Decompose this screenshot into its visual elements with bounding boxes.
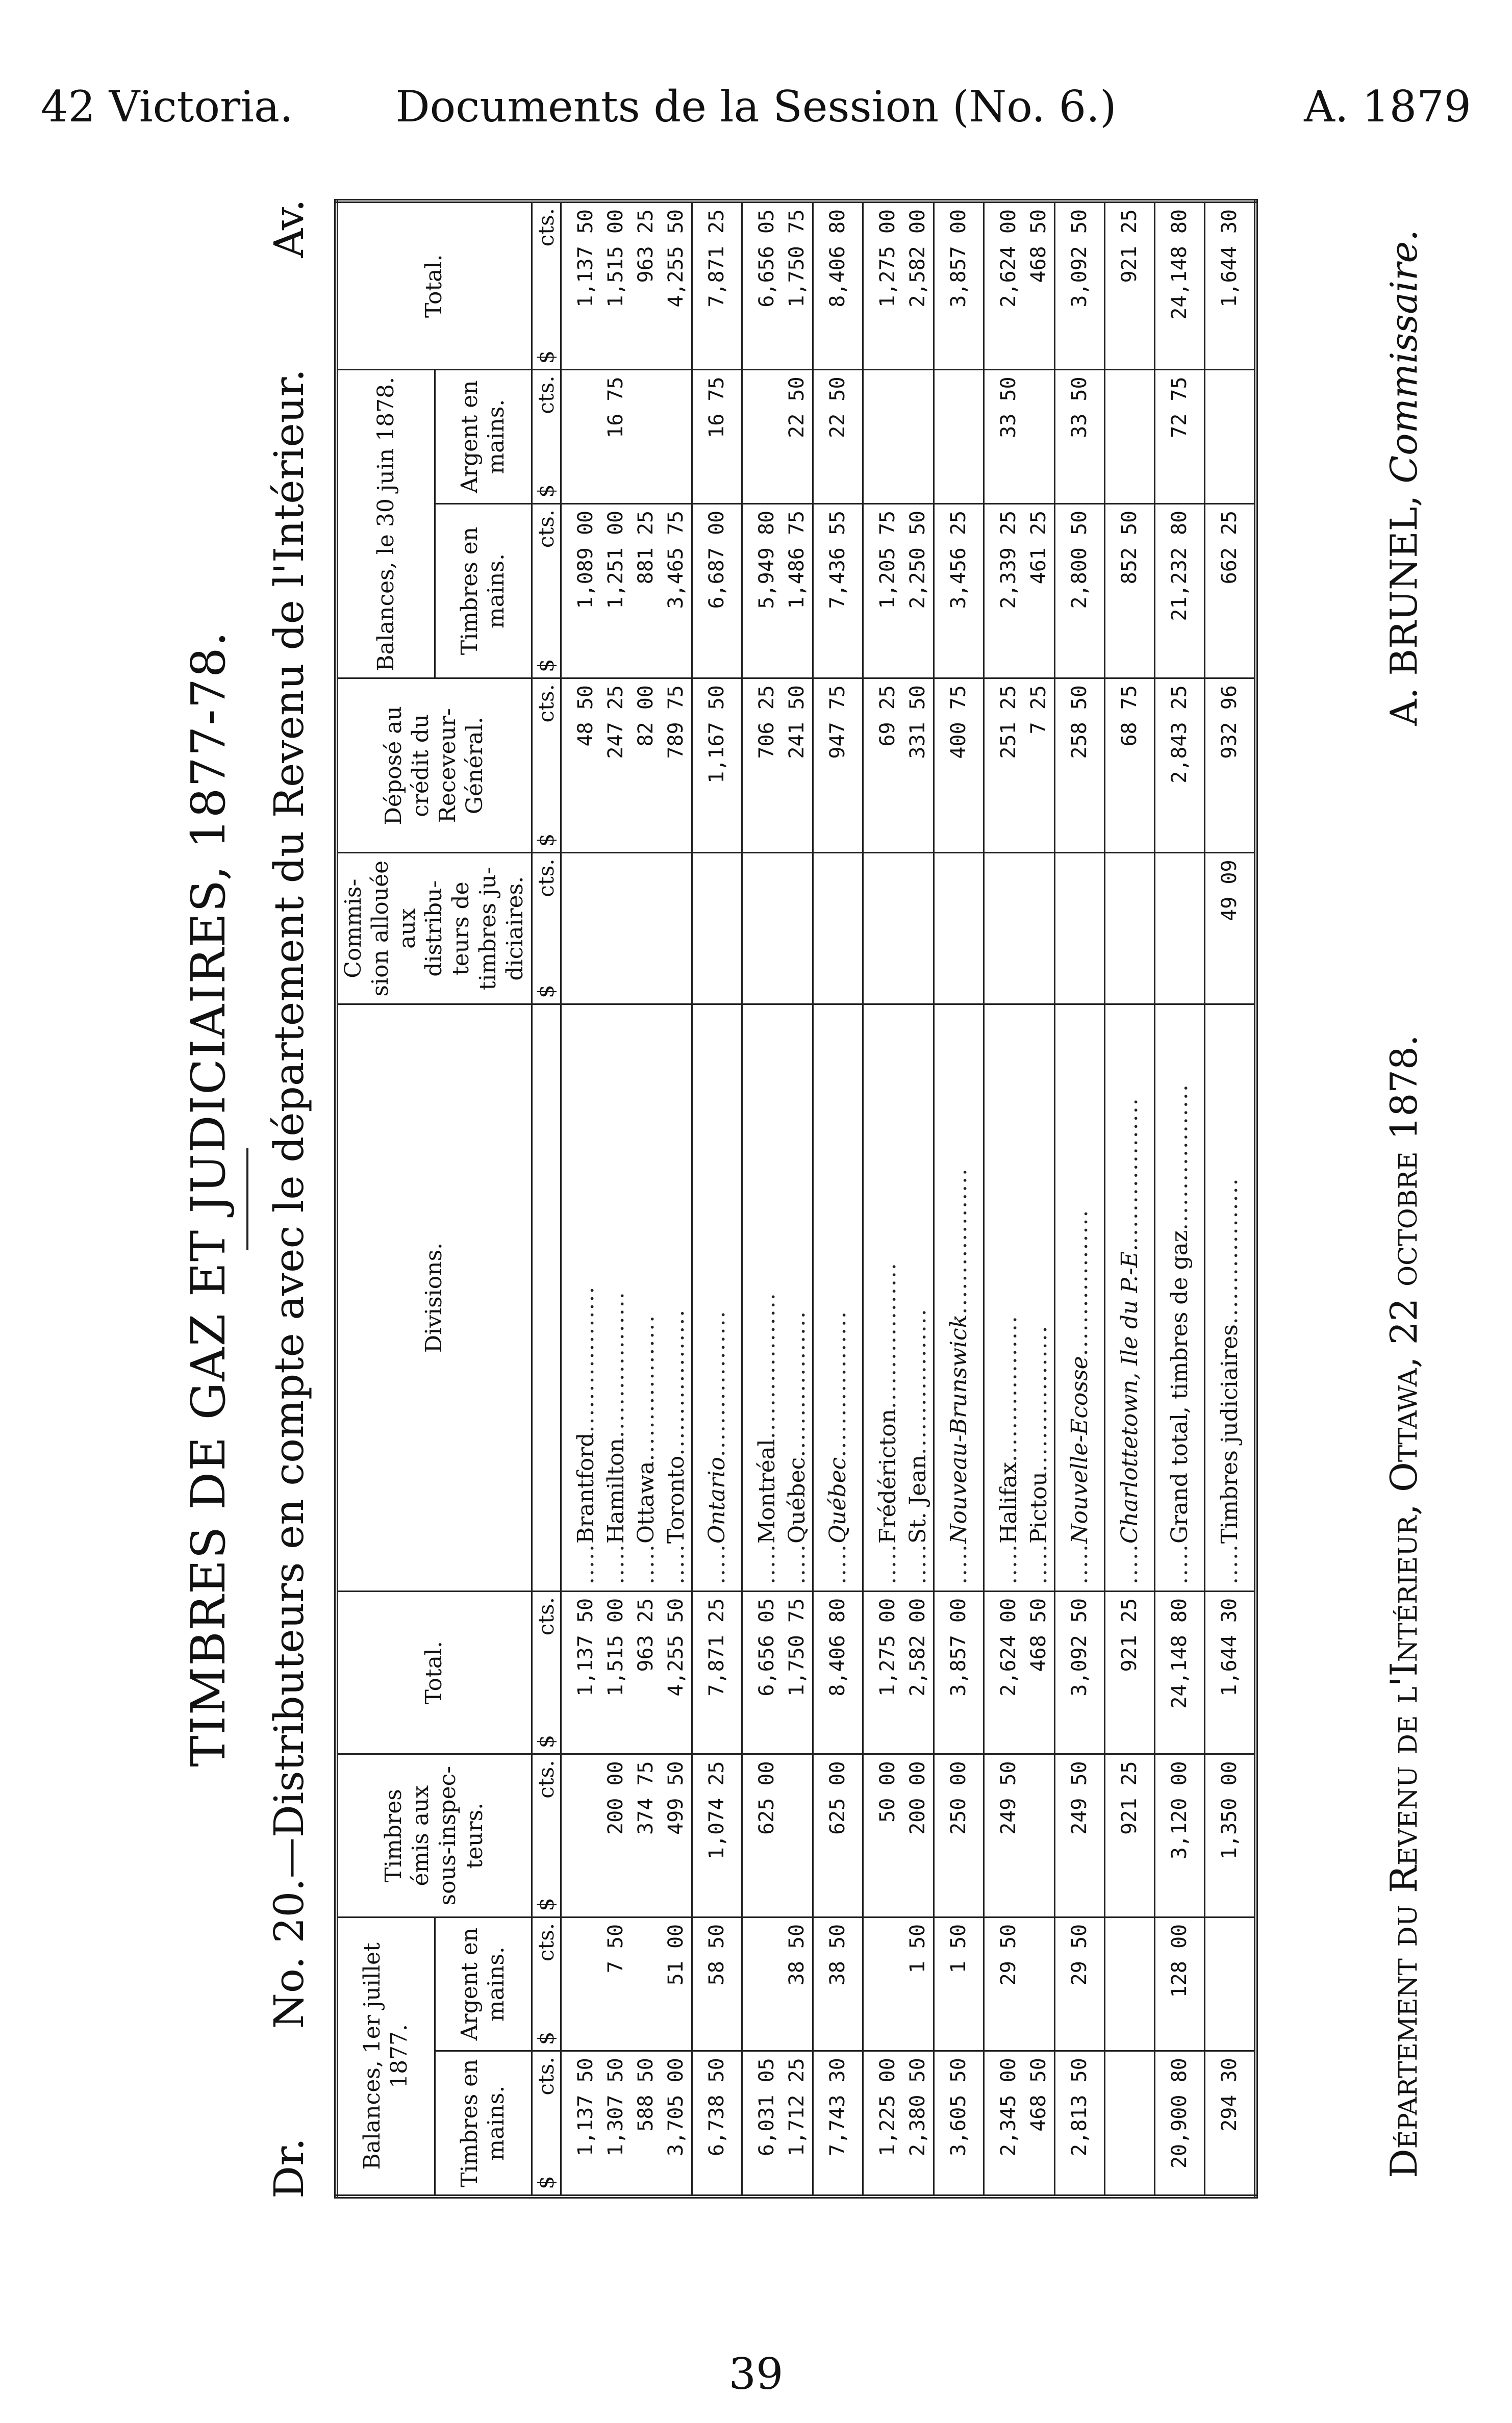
cell-tot2: 1,750 75 [782,201,813,370]
cell-division: .....Halifax.................. [984,1004,1024,1592]
table-row [813,201,863,2197]
col-divisions: Divisions. [336,1004,532,1592]
cell-am1: 1 50 [903,1917,934,2051]
cell-tm1: 3,705 00 [661,2051,692,2197]
unit-cents: cts. [533,208,559,247]
cell-dep: 1,167 50 [692,678,742,853]
cell-tot2: 6,656 05 [742,201,782,370]
cell-tm1: 20,900 80 [1154,2051,1204,2197]
cell-com [934,853,984,1004]
division-label: Hamilton [602,1438,629,1544]
unit-dollar: $ [533,350,559,364]
cell-am1: 128 00 [1154,1917,1204,2051]
cell-tm1: 1,712 25 [782,2051,813,2197]
col-balances-1877: Balances, 1er juillet 1877. [336,1917,435,2197]
footer-department: Département du Revenu de l'Intérieur, Ottawa, 22 octobre 1878. [1382,1034,1425,2178]
cell-te: 3,120 00 [1154,1754,1204,1917]
division-label: Ottawa [633,1461,659,1544]
cell-am2 [561,370,601,503]
cell-com [1154,853,1204,1004]
cell-division: .....Timbres judiciaires.................. [1204,1004,1256,1592]
cell-com [984,853,1024,1004]
cell-tot2: 1,137 50 [561,201,601,370]
cell-tot2: 2,624 00 [984,201,1024,370]
division-label: Brantford [572,1432,599,1544]
cell-division: .....Frédéricton.................. [863,1004,903,1592]
cell-am2 [903,370,934,503]
table-row [1024,201,1055,2197]
cell-te: 1,350 00 [1204,1754,1256,1917]
cell-tot2: 963 25 [631,201,661,370]
cell-tot1: 468 50 [1024,1591,1055,1754]
cell-com [1104,853,1154,1004]
cell-tm1: 468 50 [1024,2051,1055,2197]
header-right: A. 1879 [1304,82,1471,132]
cell-tm1: 1,137 50 [561,2051,601,2197]
division-label: Timbres judiciaires [1216,1324,1243,1544]
division-label: Frédéricton [874,1408,901,1544]
cell-te: 1,074 25 [692,1754,742,1917]
cell-com [692,853,742,1004]
cell-dep: 258 50 [1054,678,1104,853]
cell-am2 [1024,370,1055,503]
division-label: Toronto [663,1455,689,1544]
cell-te [561,1754,601,1917]
table-row [601,201,631,2197]
cell-am2: 22 50 [782,370,813,503]
table-row [1054,201,1104,2197]
cell-tm1: 2,380 50 [903,2051,934,2197]
cell-dep: 247 25 [601,678,631,853]
cell-com [1054,853,1104,1004]
cell-tot1: 1,275 00 [863,1591,903,1754]
cell-am2 [934,370,984,503]
table-row [1204,201,1256,2197]
cell-am2 [863,370,903,503]
table-row [782,201,813,2197]
cell-am2 [1204,370,1256,503]
cell-division: .....Grand total, timbres de gaz.................. [1154,1004,1204,1592]
cell-tm2: 3,465 75 [661,503,692,678]
unit-cents: cts. [533,2057,559,2096]
cell-com [661,853,692,1004]
cell-am1: 38 50 [813,1917,863,2051]
signatory-name: A. BRUNEL, [1382,495,1425,726]
cell-dep: 251 25 [984,678,1024,853]
cell-dep: 331 50 [903,678,934,853]
cell-tot1: 24,148 80 [1154,1591,1204,1754]
cell-tm2: 7,436 55 [813,503,863,678]
title-rule [246,1148,248,1250]
table-row [631,201,661,2197]
cell-tot2: 7,871 25 [692,201,742,370]
page-number: 39 [728,2349,784,2399]
division-label: Charlottetown, Ile du P.-E. [1116,1244,1143,1544]
signature-line [1372,199,1433,2199]
cell-tot1: 7,871 25 [692,1591,742,1754]
cell-tm2: 2,339 25 [984,503,1024,678]
cell-tm2: 5,949 80 [742,503,782,678]
unit-dollar: $ [533,1734,559,1749]
cell-tot1: 2,582 00 [903,1591,934,1754]
unit-dollar: $ [533,484,559,498]
cell-tm2: 461 25 [1024,503,1055,678]
cell-tot2: 3,092 50 [1054,201,1104,370]
cell-com [863,853,903,1004]
cell-tot2: 921 25 [1104,201,1154,370]
cell-te: 625 00 [813,1754,863,1917]
unit-dollar: $ [533,2031,559,2046]
debit-label: Dr. [265,2137,313,2199]
cell-am1 [742,1917,782,2051]
header-left: 42 Victoria. [41,82,293,132]
unit-dollar: $ [533,659,559,673]
cell-tm1: 2,813 50 [1054,2051,1104,2197]
cell-am1: 38 50 [782,1917,813,2051]
cell-am1 [1024,1917,1055,2051]
cell-am1: 58 50 [692,1917,742,2051]
cell-com [742,853,782,1004]
cell-te: 625 00 [742,1754,782,1917]
table-row [984,201,1024,2197]
cell-dep: 932 96 [1204,678,1256,853]
cell-tm2: 2,800 50 [1054,503,1104,678]
unit-dollar: $ [533,2176,559,2189]
cell-com [561,853,601,1004]
cell-te: 499 50 [661,1754,692,1917]
table-row [692,201,742,2197]
cell-am1: 29 50 [984,1917,1024,2051]
cell-tot2: 2,582 00 [903,201,934,370]
cell-dep: 241 50 [782,678,813,853]
cell-tm2: 3,456 25 [934,503,984,678]
division-label: Nouveau-Brunswick [945,1314,972,1544]
cell-tm2: 881 25 [631,503,661,678]
unit-cents: cts. [533,1760,559,1799]
cell-am1: 29 50 [1054,1917,1104,2051]
cell-com: 49 09 [1204,853,1256,1004]
cell-am2 [1104,370,1154,503]
unit-cents: cts. [533,509,559,548]
division-label: Pictou [1025,1472,1052,1544]
cell-tot1: 1,515 00 [601,1591,631,1754]
cell-division: .....Montréal.................. [742,1004,782,1592]
cell-tot1: 963 25 [631,1591,661,1754]
cell-am1: 1 50 [934,1917,984,2051]
unit-dollar: $ [533,1898,559,1911]
cell-division: .....Québec.................. [782,1004,813,1592]
cell-te: 200 00 [601,1754,631,1917]
cell-tm2: 662 25 [1204,503,1256,678]
cell-te: 249 50 [1054,1754,1104,1917]
table-row [561,201,601,2197]
unit-dollar: $ [533,833,559,847]
unit-cents: cts. [533,684,559,723]
cell-tot1: 1,644 30 [1204,1591,1256,1754]
cell-am2: 72 75 [1154,370,1204,503]
cell-tm1: 6,031 05 [742,2051,782,2197]
unit-cents: cts. [533,1597,559,1636]
cell-am2: 33 50 [1054,370,1104,503]
cell-tot1: 4,255 50 [661,1591,692,1754]
cell-tot2: 8,406 80 [813,201,863,370]
cell-dep: 68 75 [1104,678,1154,853]
cell-dep: 789 75 [661,678,692,853]
rotated-sheet [181,189,1456,2209]
cell-tot2: 1,515 00 [601,201,631,370]
cell-am2: 16 75 [601,370,631,503]
table-subtitle: No. 20.—Distributeurs en compte avec le département du Revenu de l'Intérieur. [265,368,313,2029]
cell-tot1: 3,092 50 [1054,1591,1104,1754]
cell-am2 [661,370,692,503]
cell-tm2: 21,232 80 [1154,503,1204,678]
header-center: Documents de la Session (No. 6.) [395,82,1117,132]
cell-te: 374 75 [631,1754,661,1917]
cell-am1 [631,1917,661,2051]
cell-am1: 7 50 [601,1917,631,2051]
cell-tm1: 6,738 50 [692,2051,742,2197]
cell-te: 200 00 [903,1754,934,1917]
cell-tm2: 1,205 75 [863,503,903,678]
unit-cents: cts. [533,859,559,897]
table-row [661,201,692,2197]
cell-com [631,853,661,1004]
cell-division: .....Ottawa.................. [631,1004,661,1592]
division-label: Halifax [995,1461,1022,1544]
cell-tm1: 3,605 50 [934,2051,984,2197]
cell-am1 [561,1917,601,2051]
cell-dep: 706 25 [742,678,782,853]
table-row [742,201,782,2197]
cell-tm1: 2,345 00 [984,2051,1024,2197]
cell-dep: 69 25 [863,678,903,853]
cell-dep: 82 00 [631,678,661,853]
cell-am1 [863,1917,903,2051]
signatory-title: Commissaire. [1382,230,1425,484]
cell-tot1: 8,406 80 [813,1591,863,1754]
col-timbres-emis: Timbres émis aux sous-inspec-teurs. [336,1754,532,1917]
cell-tot1: 1,750 75 [782,1591,813,1754]
cell-division: .....Ontario.................. [692,1004,742,1592]
cell-te: 250 00 [934,1754,984,1917]
unit-cents: cts. [533,1923,559,1962]
footer-signature [1382,230,1425,726]
cell-tm2: 1,486 75 [782,503,813,678]
col-total-left: Total. [336,1591,532,1754]
subtitle-row [258,189,324,2209]
cell-com [813,853,863,1004]
cell-dep: 7 25 [1024,678,1055,853]
cell-division: .....Pictou.................. [1024,1004,1055,1592]
division-label: St. Jean [904,1454,931,1544]
division-label: Ontario [703,1457,730,1544]
cell-dep: 48 50 [561,678,601,853]
col-depose: Déposé au crédit du Receveur-Général. [336,678,532,853]
cell-tot1: 921 25 [1104,1591,1154,1754]
cell-tm1 [1104,2051,1154,2197]
cell-tm1: 1,307 50 [601,2051,631,2197]
cell-tm2: 852 50 [1104,503,1154,678]
col-argent-en-mains-2: Argent en mains. [435,370,532,503]
col-timbres-en-mains-1: Timbres en mains. [435,2051,532,2197]
cell-division: .....Brantford.................. [561,1004,601,1592]
cell-tot2: 3,857 00 [934,201,984,370]
division-label: Grand total, timbres de gaz [1166,1230,1193,1544]
cell-tot2: 1,644 30 [1204,201,1256,370]
table-row [1154,201,1204,2197]
col-balances-1878: Balances, le 30 juin 1878. [336,370,435,678]
cell-tm1: 588 50 [631,2051,661,2197]
cell-com [782,853,813,1004]
col-commission: Commis-sion allouée aux distribu-teurs de timbres ju-diciaires. [336,853,532,1004]
cell-am2: 33 50 [984,370,1024,503]
cell-am1: 51 00 [661,1917,692,2051]
cell-tm1: 1,225 00 [863,2051,903,2197]
cell-dep: 400 75 [934,678,984,853]
cell-tm2: 1,251 00 [601,503,631,678]
cell-am1 [1204,1917,1256,2051]
cell-am2: 16 75 [692,370,742,503]
document-title: TIMBRES DE GAZ ET JUDICIAIRES, 1877-78. [181,630,236,1767]
cell-tm2: 2,250 50 [903,503,934,678]
cell-division: .....St. Jean.................. [903,1004,934,1592]
division-label: Nouvelle-Ecosse [1066,1356,1093,1544]
cell-division: .....Hamilton.................. [601,1004,631,1592]
cell-am1 [1104,1917,1154,2051]
division-label: Montréal [753,1439,780,1544]
ledger-table [334,199,1258,2199]
cell-division: .....Québec.................. [813,1004,863,1592]
cell-com [1024,853,1055,1004]
credit-label: Av. [265,199,313,258]
cell-te [1024,1754,1055,1917]
division-label: Québec [824,1457,851,1544]
table-row [863,201,903,2197]
cell-division: .....Nouvelle-Ecosse.................. [1054,1004,1104,1592]
col-total-right: Total. [336,201,532,370]
cell-tot2: 24,148 80 [1154,201,1204,370]
cell-com [903,853,934,1004]
cell-te: 249 50 [984,1754,1024,1917]
cell-dep: 947 75 [813,678,863,853]
cell-tot2: 468 50 [1024,201,1055,370]
unit-cents: cts. [533,375,559,414]
cell-tot1: 2,624 00 [984,1591,1024,1754]
cell-tot1: 1,137 50 [561,1591,601,1754]
cell-dep: 2,843 25 [1154,678,1204,853]
cell-am2: 22 50 [813,370,863,503]
cell-division: .....Toronto.................. [661,1004,692,1592]
cell-division: .....Nouveau-Brunswick.................. [934,1004,984,1592]
cell-division: .....Charlottetown, Ile du P.-E................... [1104,1004,1154,1592]
cell-te [782,1754,813,1917]
cell-am2 [742,370,782,503]
table-row [1104,201,1154,2197]
col-timbres-en-mains-2: Timbres en mains. [435,503,532,678]
cell-tot2: 4,255 50 [661,201,692,370]
cell-tot1: 3,857 00 [934,1591,984,1754]
cell-te: 50 00 [863,1754,903,1917]
cell-tm2: 1,089 00 [561,503,601,678]
table-row [903,201,934,2197]
unit-dollar: $ [533,985,559,999]
division-label: Québec [784,1457,810,1544]
cell-te: 921 25 [1104,1754,1154,1917]
table-row [934,201,984,2197]
cell-tot2: 1,275 00 [863,201,903,370]
cell-tm1: 7,743 30 [813,2051,863,2197]
cell-am2 [631,370,661,503]
cell-tot1: 6,656 05 [742,1591,782,1754]
col-argent-en-mains-1: Argent en mains. [435,1917,532,2051]
cell-tm1: 294 30 [1204,2051,1256,2197]
cell-tm2: 6,687 00 [692,503,742,678]
cell-com [601,853,631,1004]
